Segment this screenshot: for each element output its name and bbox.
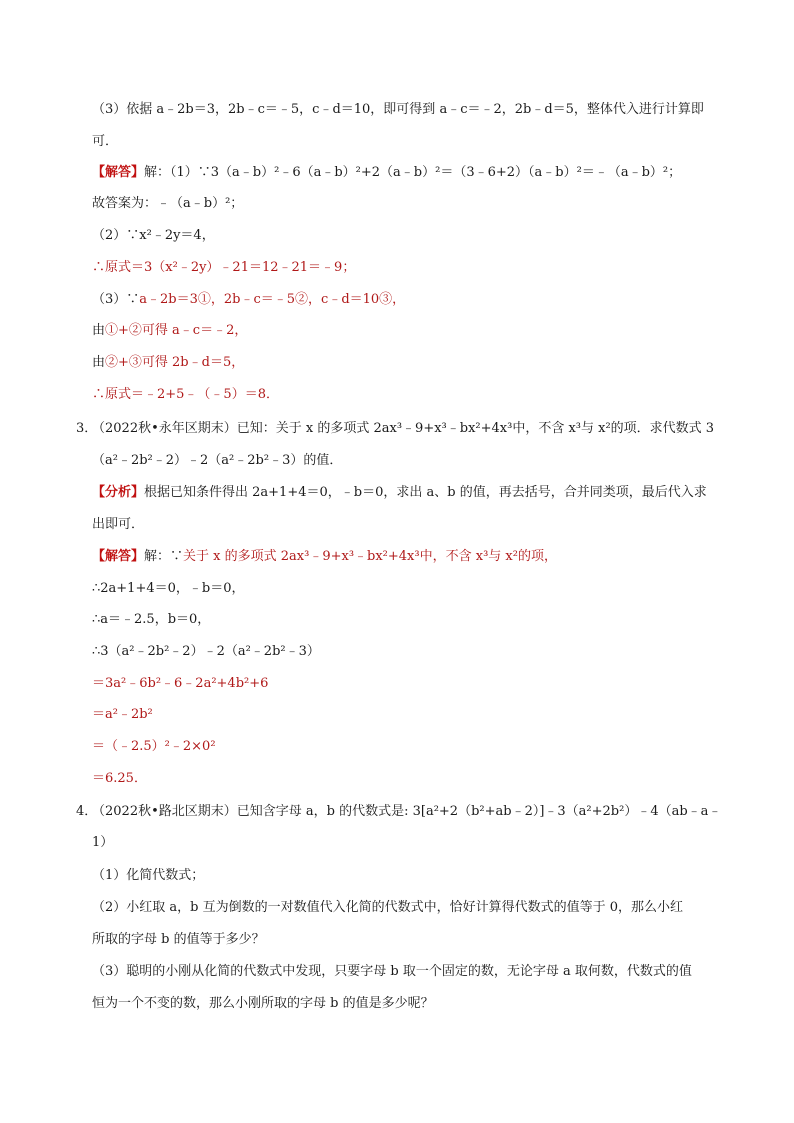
question4-number: 4．: [76, 804, 98, 819]
analysis-tag: 【分析】: [92, 485, 145, 500]
answer-line5: [92, 290, 405, 310]
question3-line2: （a²﹣2b²﹣2）﹣2（a²﹣2b²﹣3）的值．: [92, 453, 343, 468]
answer-line5-equations: a﹣2b＝3①，2b﹣c＝﹣5②，c﹣d＝10③，: [139, 292, 406, 307]
answer-line8: ∴原式＝﹣2+5﹣（﹣5）＝8．: [92, 387, 279, 402]
analysis-part3-line2: 可．: [92, 134, 119, 149]
q3-answer-line4: ∴3（a²﹣2b²﹣2）﹣2（a²﹣2b²﹣3）: [92, 644, 320, 659]
answer-line7-result: ②+③可得 2b﹣d＝5，: [105, 355, 245, 370]
question3-number: 3．: [76, 421, 98, 436]
question4-part1: （1）化简代数式；: [92, 868, 205, 883]
answer-line7: [92, 353, 244, 373]
answer-prefix: 解：∵: [144, 549, 184, 564]
answer-line2: 故答案为：﹣（a﹣b）²；: [92, 196, 244, 211]
q3-answer-line8: ＝6.25．: [92, 771, 147, 786]
answer-tag: 【解答】: [92, 165, 145, 180]
answer-line4: ∴原式＝3（x²﹣2y）﹣21＝12﹣21＝﹣9；: [92, 260, 356, 275]
q3-analysis-line1: [92, 483, 707, 503]
answer-tag: 【解答】: [92, 549, 145, 564]
answer-line1: [92, 163, 681, 183]
answer-line6: [92, 321, 247, 341]
question3-line1: （2022秋•永年区期末）已知：关于 x 的多项式 2ax³﹣9+x³﹣bx²+4x³中，不含 x³与 x²的项．求代数式 3: [92, 421, 715, 436]
question4-line1: （2022秋•路北区期末）已知含字母 a，b 的代数式是: 3[a²+2（b²+ab﹣2）]﹣3（a²+2b²）﹣4（ab﹣a﹣: [92, 804, 722, 819]
answer-line6-result: ①+②可得 a﹣c＝﹣2，: [105, 323, 248, 338]
q3-answer-line1: [92, 547, 557, 567]
answer-text: 解：（1）∵3（a﹣b）²﹣6（a﹣b）²+2（a﹣b）²＝（3﹣6+2）（a﹣b）²＝﹣（a﹣b）²；: [144, 165, 682, 180]
q3-answer-line3: ∴a＝﹣2.5，b＝0，: [92, 612, 211, 627]
q3-answer-line6: ＝a²﹣2b²: [92, 707, 153, 722]
answer-line7-prefix: 由: [92, 355, 106, 370]
q3-answer-line2: ∴2a+1+4＝0，﹣b＝0，: [92, 581, 245, 596]
question4-part3-line1: （3）聪明的小刚从化简的代数式中发现，只要字母 b 取一个固定的数，无论字母 a 取何数，代数式的值: [92, 964, 692, 979]
answer-line6-prefix: 由: [92, 323, 106, 338]
question4-part2-line2: 所取的字母 b 的值等于多少？: [92, 932, 265, 947]
question4-part2-line1: （2）小红取 a，b 互为倒数的一对数值代入化简的代数式中，恰好计算得代数式的值等于 0，那么小红: [92, 900, 684, 915]
q3-answer-line5: ＝3a²﹣6b²﹣6﹣2a²+4b²+6: [92, 676, 269, 691]
q3-analysis-line2: 出即可．: [92, 517, 145, 532]
analysis-text: 根据已知条件得出 2a+1+4＝0，﹣b＝0，求出 a、b 的值，再去括号，合并同类项，最后代入求: [144, 485, 707, 500]
question4-line2: 1）: [92, 835, 114, 850]
answer-line3: （2）∵x²﹣2y＝4，: [92, 228, 215, 243]
question4-part3-line2: 恒为一个不变的数，那么小刚所取的字母 b 的值是多少呢？: [92, 996, 434, 1011]
answer-line5-prefix: （3）∵: [92, 292, 140, 307]
q3-answer-line7: ＝（﹣2.5）²﹣2×0²: [92, 739, 216, 754]
answer-condition: 关于 x 的多项式 2ax³﹣9+x³﹣bx²+4x³中，不含 x³与 x²的项，: [183, 549, 557, 564]
analysis-part3-line1: （3）依据 a﹣2b＝3，2b﹣c＝﹣5，c﹣d＝10，即可得到 a﹣c＝﹣2，2b﹣d＝5，整体代入进行计算即: [92, 102, 704, 117]
